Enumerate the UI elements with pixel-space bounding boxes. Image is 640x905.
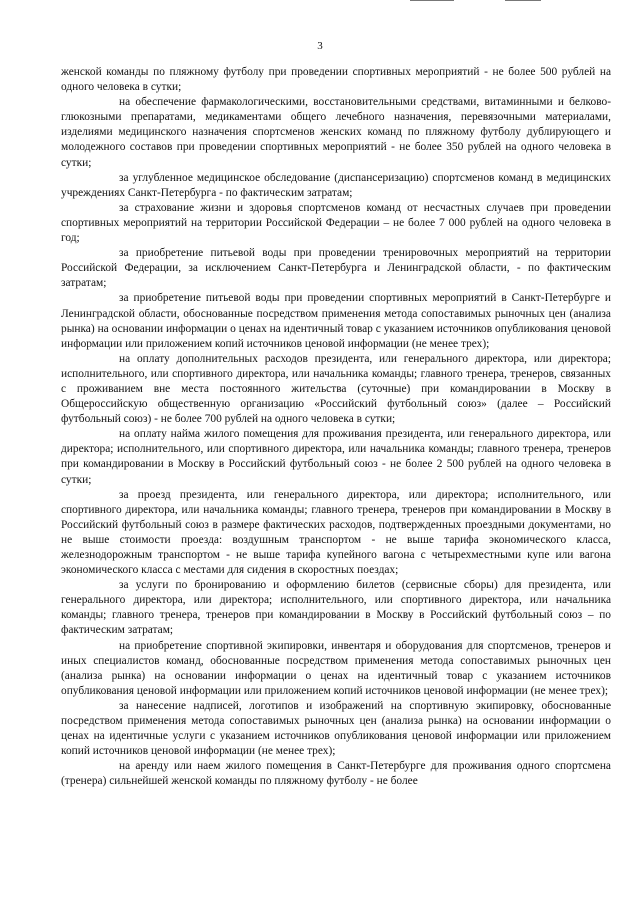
paragraph: на оплату найма жилого помещения для проживания президента, или генерального директора, или директора; исполнительного, или спортивного директора, или начальника команды; главного тренера, тренеров при командировании в Москву в Российский футбольный союз - не более 2 500 рублей на одного человека в сутки; [61, 428, 611, 486]
paragraph: на аренду или наем жилого помещения в Санкт-Петербурге для проживания одного спортсмена (тренера) сильнейшей женской команды по пляжному футболу - не более [61, 760, 611, 788]
paragraph: за нанесение надписей, логотипов и изображений на спортивную экипировку, обоснованные посредством применения метода сопоставимых рыночных цен (анализа рынка) на основании информации о ценах на идентичные услуги с указанием источников опубликования ценовой информации или приложением копий источников ценовой информации (не менее трех); [61, 699, 611, 758]
paragraph: за приобретение питьевой воды при проведении спортивных мероприятий в Санкт-Петербурге и Ленинградской области, обоснованные посредством применения метода сопоставимых рыночных цен (анализа рынка) на основании информации о ценах на идентичный товар с указанием источников опубликования ценовой информации или приложением копий источников ценовой информации (не менее трех); [61, 292, 611, 350]
scan-edge-mark [410, 0, 454, 1]
document-body [61, 65, 611, 790]
paragraph: за проезд президента, или генерального директора, или директора; исполнительного, или спортивного директора, или начальника команды; главного тренера, тренеров при командировании в Москву в Российский футбольный союз в размере фактических расходов, подтвержденных проездными документами, но не выше стоимости проезда: воздушным транспортом - не выше тарифа экономического класса, железнодорожным транспортом - не выше тарифа купейного вагона с четырехместными купе или вагона экономического класса с местами для сидения в скоростных поездах; [61, 488, 611, 577]
paragraph: женской команды по пляжному футболу при проведении спортивных мероприятий - не более 500 рублей на одного человека в сутки; [61, 66, 611, 94]
page-number: 3 [317, 40, 323, 52]
paragraph: на приобретение спортивной экипировки, инвентаря и оборудования для спортсменов, тренеров и иных специалистов команд, обоснованные посредством применения метода сопоставимых рыночных цен (анализа рынка) на основании информации о ценах на идентичный товар с указанием источников опубликования ценовой информации или приложением копий источников ценовой информации (не менее трех); [61, 639, 611, 697]
paragraph: на обеспечение фармакологическими, восстановительными средствами, витаминными и белково-глюкозными препаратами, медикаментами общего лечебного назначения, перевязочными материалами, изделиями медицинского назначения спортсменов женских команд по пляжному футболу дублирующего и молодежного составов при проведении спортивных мероприятий - не более 350 рублей на одного человека в сутки; [61, 96, 611, 169]
paragraph: за страхование жизни и здоровья спортсменов команд от несчастных случаев при проведении спортивных мероприятий на территории Российской Федерации – не более 7 000 рублей на одного человека в год; [61, 201, 611, 245]
paragraph: за углубленное медицинское обследование (диспансеризацию) спортсменов команд в медицинских учреждениях Санкт-Петербурга - по фактическим затратам; [61, 171, 611, 199]
paragraph: на оплату дополнительных расходов президента, или генерального директора, или директора; исполнительного, или спортивного директора, или начальника команды; главного тренера, тренеров, связанных с проживанием вне места постоянного жительства (суточные) при командировании в Москву в Общероссийскую общественную организацию «Российский футбольный союз» (далее – Российский футбольный союз) - не более 700 рублей на одного человека в сутки; [61, 352, 611, 426]
paragraph: за услуги по бронированию и оформлению билетов (сервисные сборы) для президента, или генерального директора, или директора; исполнительного, или спортивного директора, или начальника команды; главного тренера, тренеров при командировании в Москву в Российский футбольный союз – по фактическим затратам; [61, 579, 611, 637]
scan-edge-mark [505, 0, 541, 1]
paragraph: за приобретение питьевой воды при проведении тренировочных мероприятий на территории Российской Федерации, за исключением Санкт-Петербурга и Ленинградской области, - по фактическим затратам; [61, 247, 611, 290]
